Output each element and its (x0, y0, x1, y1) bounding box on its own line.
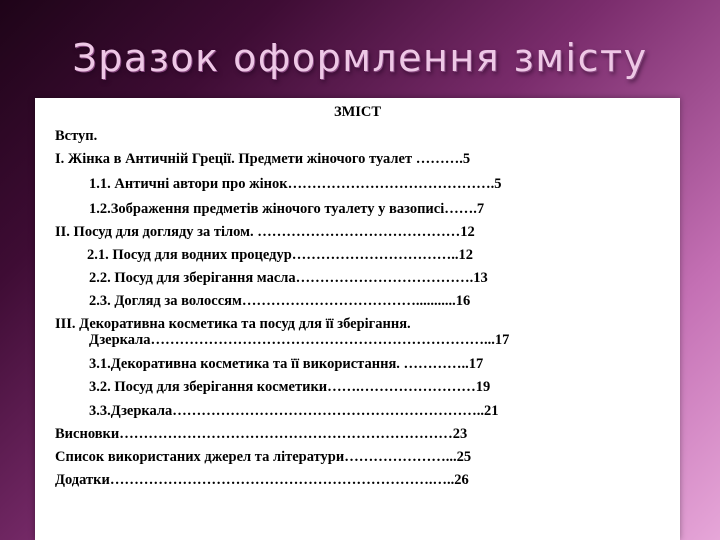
toc-entry-chapter-2: ІІ. Посуд для догляду за тілом. ……………………………………12 (55, 224, 475, 240)
toc-entry-intro: Вступ. (55, 128, 98, 144)
toc-entry-appendices: Додатки………………………………………………………….…..26 (55, 472, 469, 488)
toc-entry-references: Список використаних джерел та літератури…………………...25 (55, 449, 472, 465)
toc-entry-conclusions: Висновки……………………………………………………………23 (55, 426, 468, 442)
toc-entry-1-2: 1.2.Зображення предметів жіночого туалету у вазописі…….7 (89, 201, 485, 217)
toc-entry-3-2: 3.2. Посуд для зберігання косметики…….……………………19 (89, 379, 491, 395)
toc-entry-2-1: 2.1. Посуд для водних процедур……………………………..12 (87, 247, 474, 263)
toc-entry-2-3: 2.3. Догляд за волоссям………………………………...........16 (89, 293, 471, 309)
toc-entry-2-2: 2.2. Посуд для зберігання масла……………………………….13 (89, 270, 488, 286)
slide-title: Зразок оформлення змісту (72, 36, 648, 80)
toc-heading: ЗМІСТ (333, 104, 382, 120)
toc-entry-3-1: 3.1.Декоративна косметика та її використання. …………..17 (89, 356, 484, 372)
toc-entry-chapter-3: ІІІ. Декоративна косметика та посуд для її зберігання. (55, 316, 411, 332)
toc-entry-3-3: 3.3.Дзеркала………………………………………………………..21 (89, 403, 499, 419)
toc-entry-1-1: 1.1. Античні автори про жінок…………………………………….5 (89, 176, 502, 192)
toc-entry-chapter-3-cont: Дзеркала……………………………………………………………...17 (89, 332, 510, 348)
toc-entry-chapter-1: І. Жінка в Античній Греції. Предмети жіночого туалет ……….5 (55, 151, 471, 167)
document-page (35, 98, 680, 540)
